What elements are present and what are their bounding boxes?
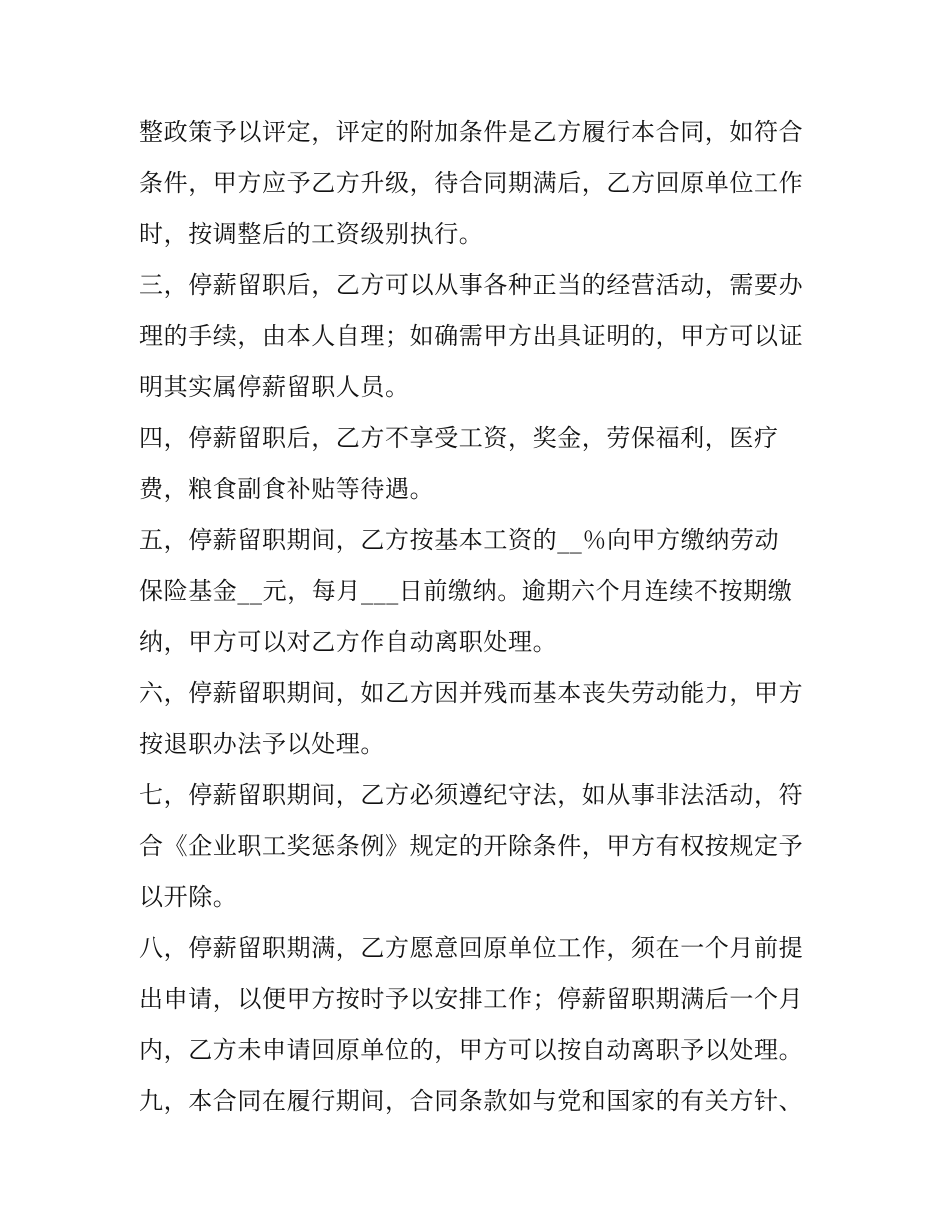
text-line: 六，停薪留职期间，如乙方因并残而基本丧失劳动能力，甲方 <box>139 679 804 707</box>
text-line: 按退职办法予以处理。 <box>139 730 385 758</box>
text-line: 五，停薪留职期间，乙方按基本工资的__％向甲方缴纳劳动 <box>139 526 780 554</box>
text-line: 保险基金__元，每月___日前缴纳。逾期六个月连续不按期缴 <box>139 577 793 605</box>
document-body <box>139 107 819 1127</box>
text-line: 九，本合同在履行期间，合同条款如与党和国家的有关方针、 <box>139 1087 804 1115</box>
text-line: 四，停薪留职后，乙方不享受工资，奖金，劳保福利，医疗 <box>139 424 779 452</box>
text-line: 合《企业职工奖惩条例》规定的开除条件，甲方有权按规定予 <box>139 832 804 860</box>
text-line: 费，粮食副食补贴等待遇。 <box>139 475 435 503</box>
text-line: 纳，甲方可以对乙方作自动离职处理。 <box>139 628 558 656</box>
text-line: 条件，甲方应予乙方升级，待合同期满后，乙方回原单位工作 <box>139 169 804 197</box>
text-line: 八，停薪留职期满，乙方愿意回原单位工作，须在一个月前提 <box>139 934 804 962</box>
text-line: 理的手续，由本人自理；如确需甲方出具证明的，甲方可以证 <box>139 322 804 350</box>
text-line: 时，按调整后的工资级别执行。 <box>139 220 484 248</box>
text-line: 整政策予以评定，评定的附加条件是乙方履行本合同，如符合 <box>139 118 804 146</box>
text-line: 明其实属停薪留职人员。 <box>139 373 410 401</box>
text-line: 三，停薪留职后，乙方可以从事各种正当的经营活动，需要办 <box>139 271 804 299</box>
text-line: 出申请，以便甲方按时予以安排工作；停薪留职期满后一个月 <box>139 985 804 1013</box>
text-line: 七，停薪留职期间，乙方必须遵纪守法，如从事非法活动，符 <box>139 781 804 809</box>
text-line: 以开除。 <box>139 883 238 911</box>
text-line: 内，乙方未申请回原单位的，甲方可以按自动离职予以处理。 <box>139 1036 804 1064</box>
